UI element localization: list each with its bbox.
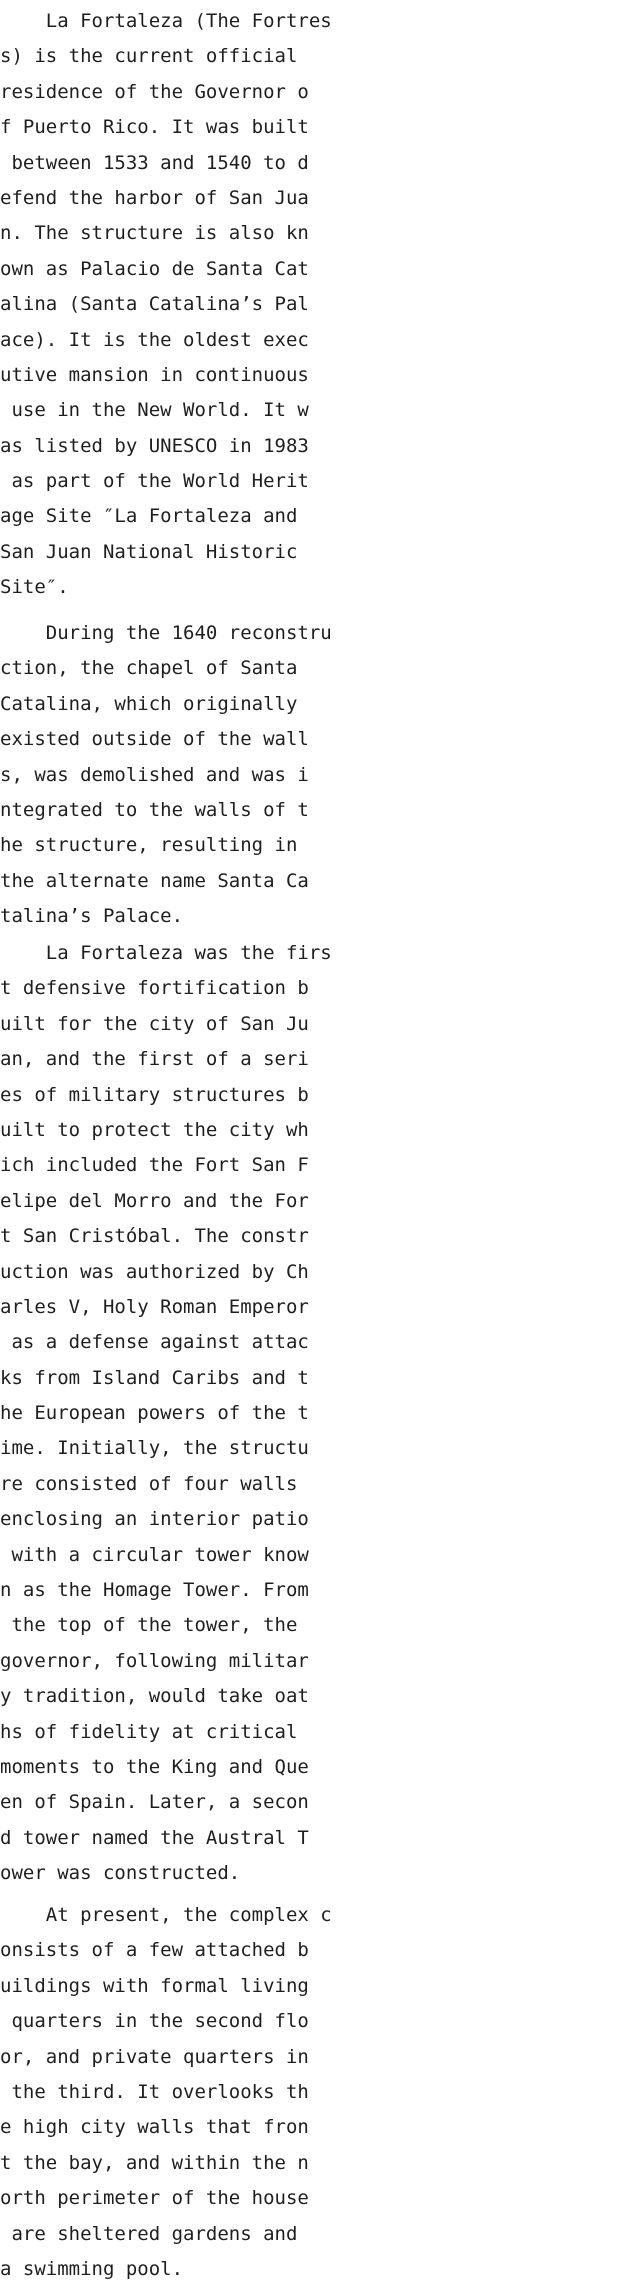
text-line: use in the New World. It w [0,399,309,422]
text-line: During the 1640 reconstru [0,622,332,644]
text-line: ich included the Fort San F [0,1154,309,1177]
text-line: with a circular tower know [0,1543,309,1566]
text-line: uction was authorized by Ch [0,1260,309,1283]
text-line: between 1533 and 1540 to d [0,151,309,174]
text-line: ower was constructed. [0,1862,241,1885]
text-line: the top of the tower, the [0,1614,298,1637]
text-line: are sheltered gardens and [0,2222,298,2245]
text-line: La Fortaleza (The Fortres [0,10,332,32]
text-line: ace). It is the oldest exec [0,328,309,351]
text-line: d tower named the Austral T [0,1826,309,1849]
text-line: uildings with formal living [0,1974,309,1997]
text-line: talina’s Palace. [0,905,184,928]
text-line: onsists of a few attached b [0,1939,309,1962]
text-line: or, and private quarters in [0,2045,309,2068]
text-line: moments to the King and Que [0,1755,309,1778]
text-line: existed outside of the wall [0,728,309,751]
text-line: quarters in the second flo [0,2010,309,2033]
text-line: San Juan National Historic [0,540,298,563]
text-line: s) is the current official [0,45,298,68]
paragraph-2 [0,616,332,935]
text-line: as part of the World Herit [0,470,309,493]
text-line: own as Palacio de Santa Cat [0,257,309,280]
text-line: as listed by UNESCO in 1983 [0,434,309,457]
text-line: residence of the Governor o [0,80,309,103]
text-line: the alternate name Santa Ca [0,869,309,892]
text-line: t the bay, and within the n [0,2151,309,2174]
text-line: t defensive fortification b [0,977,309,1000]
text-line: governor, following militar [0,1649,309,1672]
text-line: ks from Island Caribs and t [0,1366,309,1389]
paragraph-1 [0,4,332,606]
paragraph-4 [0,1898,332,2287]
text-line: age Site ″La Fortaleza and [0,505,298,528]
text-line: as a defense against attac [0,1331,309,1354]
text-line: t San Cristóbal. The constr [0,1225,309,1248]
text-line: utive mansion in continuous [0,363,309,386]
text-line: s, was demolished and was i [0,763,309,786]
text-line: arles V, Holy Roman Emperor [0,1295,309,1318]
text-line: he European powers of the t [0,1402,309,1425]
text-line: hs of fidelity at critical [0,1720,298,1743]
text-line: At present, the complex c [0,1904,332,1926]
text-line: the third. It overlooks th [0,2080,309,2103]
text-line: ntegrated to the walls of t [0,798,309,821]
text-line: n as the Homage Tower. From [0,1579,309,1602]
text-line: efend the harbor of San Jua [0,186,309,209]
text-line: uilt for the city of San Ju [0,1012,309,1035]
paragraph-3 [0,936,332,1892]
text-line: an, and the first of a seri [0,1048,309,1071]
text-line: elipe del Morro and the For [0,1189,309,1212]
text-line: Catalina, which originally [0,692,298,715]
text-line: y tradition, would take oat [0,1685,309,1708]
text-line: uilt to protect the city wh [0,1118,309,1141]
text-line: ction, the chapel of Santa [0,657,298,680]
text-line: orth perimeter of the house [0,2187,309,2210]
text-line: en of Spain. Later, a secon [0,1791,309,1814]
text-line: es of military structures b [0,1083,309,1106]
text-line: enclosing an interior patio [0,1508,309,1531]
text-line: n. The structure is also kn [0,222,309,245]
text-line: La Fortaleza was the firs [0,942,332,964]
text-line: ime. Initially, the structu [0,1437,309,1460]
text-line: re consisted of four walls [0,1472,298,1495]
text-line: Site″. [0,576,69,599]
text-line: alina (Santa Catalina’s Pal [0,293,309,316]
text-line: a swimming pool. [0,2257,184,2280]
text-line: e high city walls that fron [0,2116,309,2139]
text-line: he structure, resulting in [0,834,298,857]
text-line: f Puerto Rico. It was built [0,116,309,139]
